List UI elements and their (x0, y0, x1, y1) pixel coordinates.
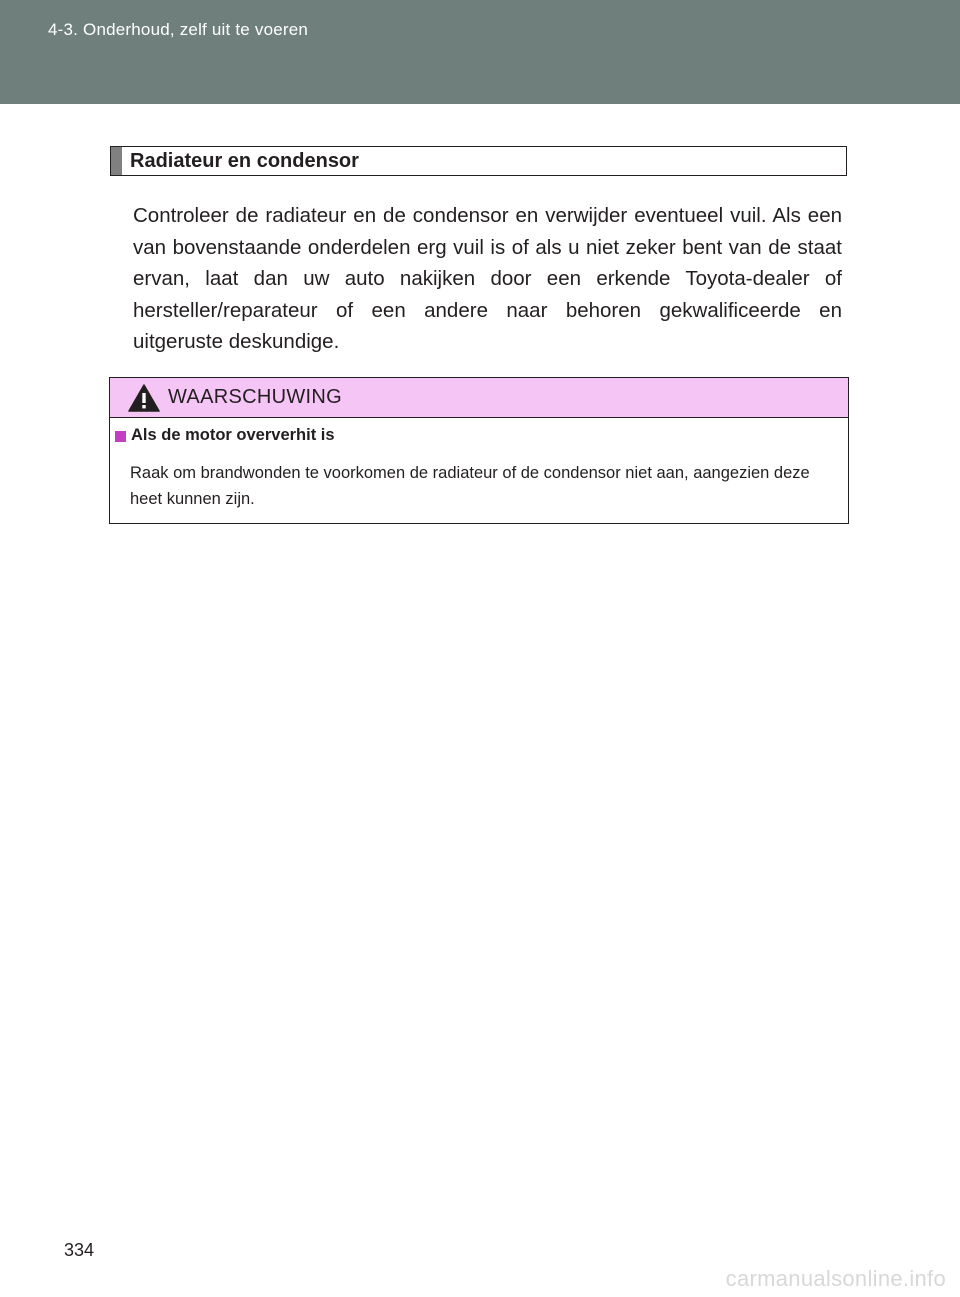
chapter-title: 4-3. Onderhoud, zelf uit te voeren (48, 20, 309, 39)
warning-subheading: Als de motor oververhit is (131, 426, 335, 444)
warning-text: Raak om brandwonden te voorkomen de radiateur of de condensor niet aan, aangezien deze heet kunnen zijn. (130, 464, 810, 508)
watermark: carmanualsonline.info (725, 1266, 946, 1291)
section-body-text: Controleer de radiateur en de condensor en verwijder eventueel vuil. Als een van bovenstaande onderdelen erg vuil is of als u niet zeker bent van de staat ervan, laat dan uw auto nakijken door een erkende Toyota-dealer of hersteller/reparateur of een andere naar behoren gekwalificeerde en uitgeruste deskundige. (133, 204, 842, 353)
header-bar (0, 0, 960, 104)
bullet-square-icon (115, 431, 126, 442)
warning-triangle-icon (128, 384, 160, 412)
warning-label: WAARSCHUWING (168, 386, 342, 408)
section-title: Radiateur en condensor (130, 150, 359, 172)
section-heading-accent (111, 147, 122, 175)
warning-header (110, 378, 848, 418)
warning-box (109, 377, 849, 524)
page-number: 334 (64, 1240, 95, 1260)
section-heading (110, 146, 847, 176)
